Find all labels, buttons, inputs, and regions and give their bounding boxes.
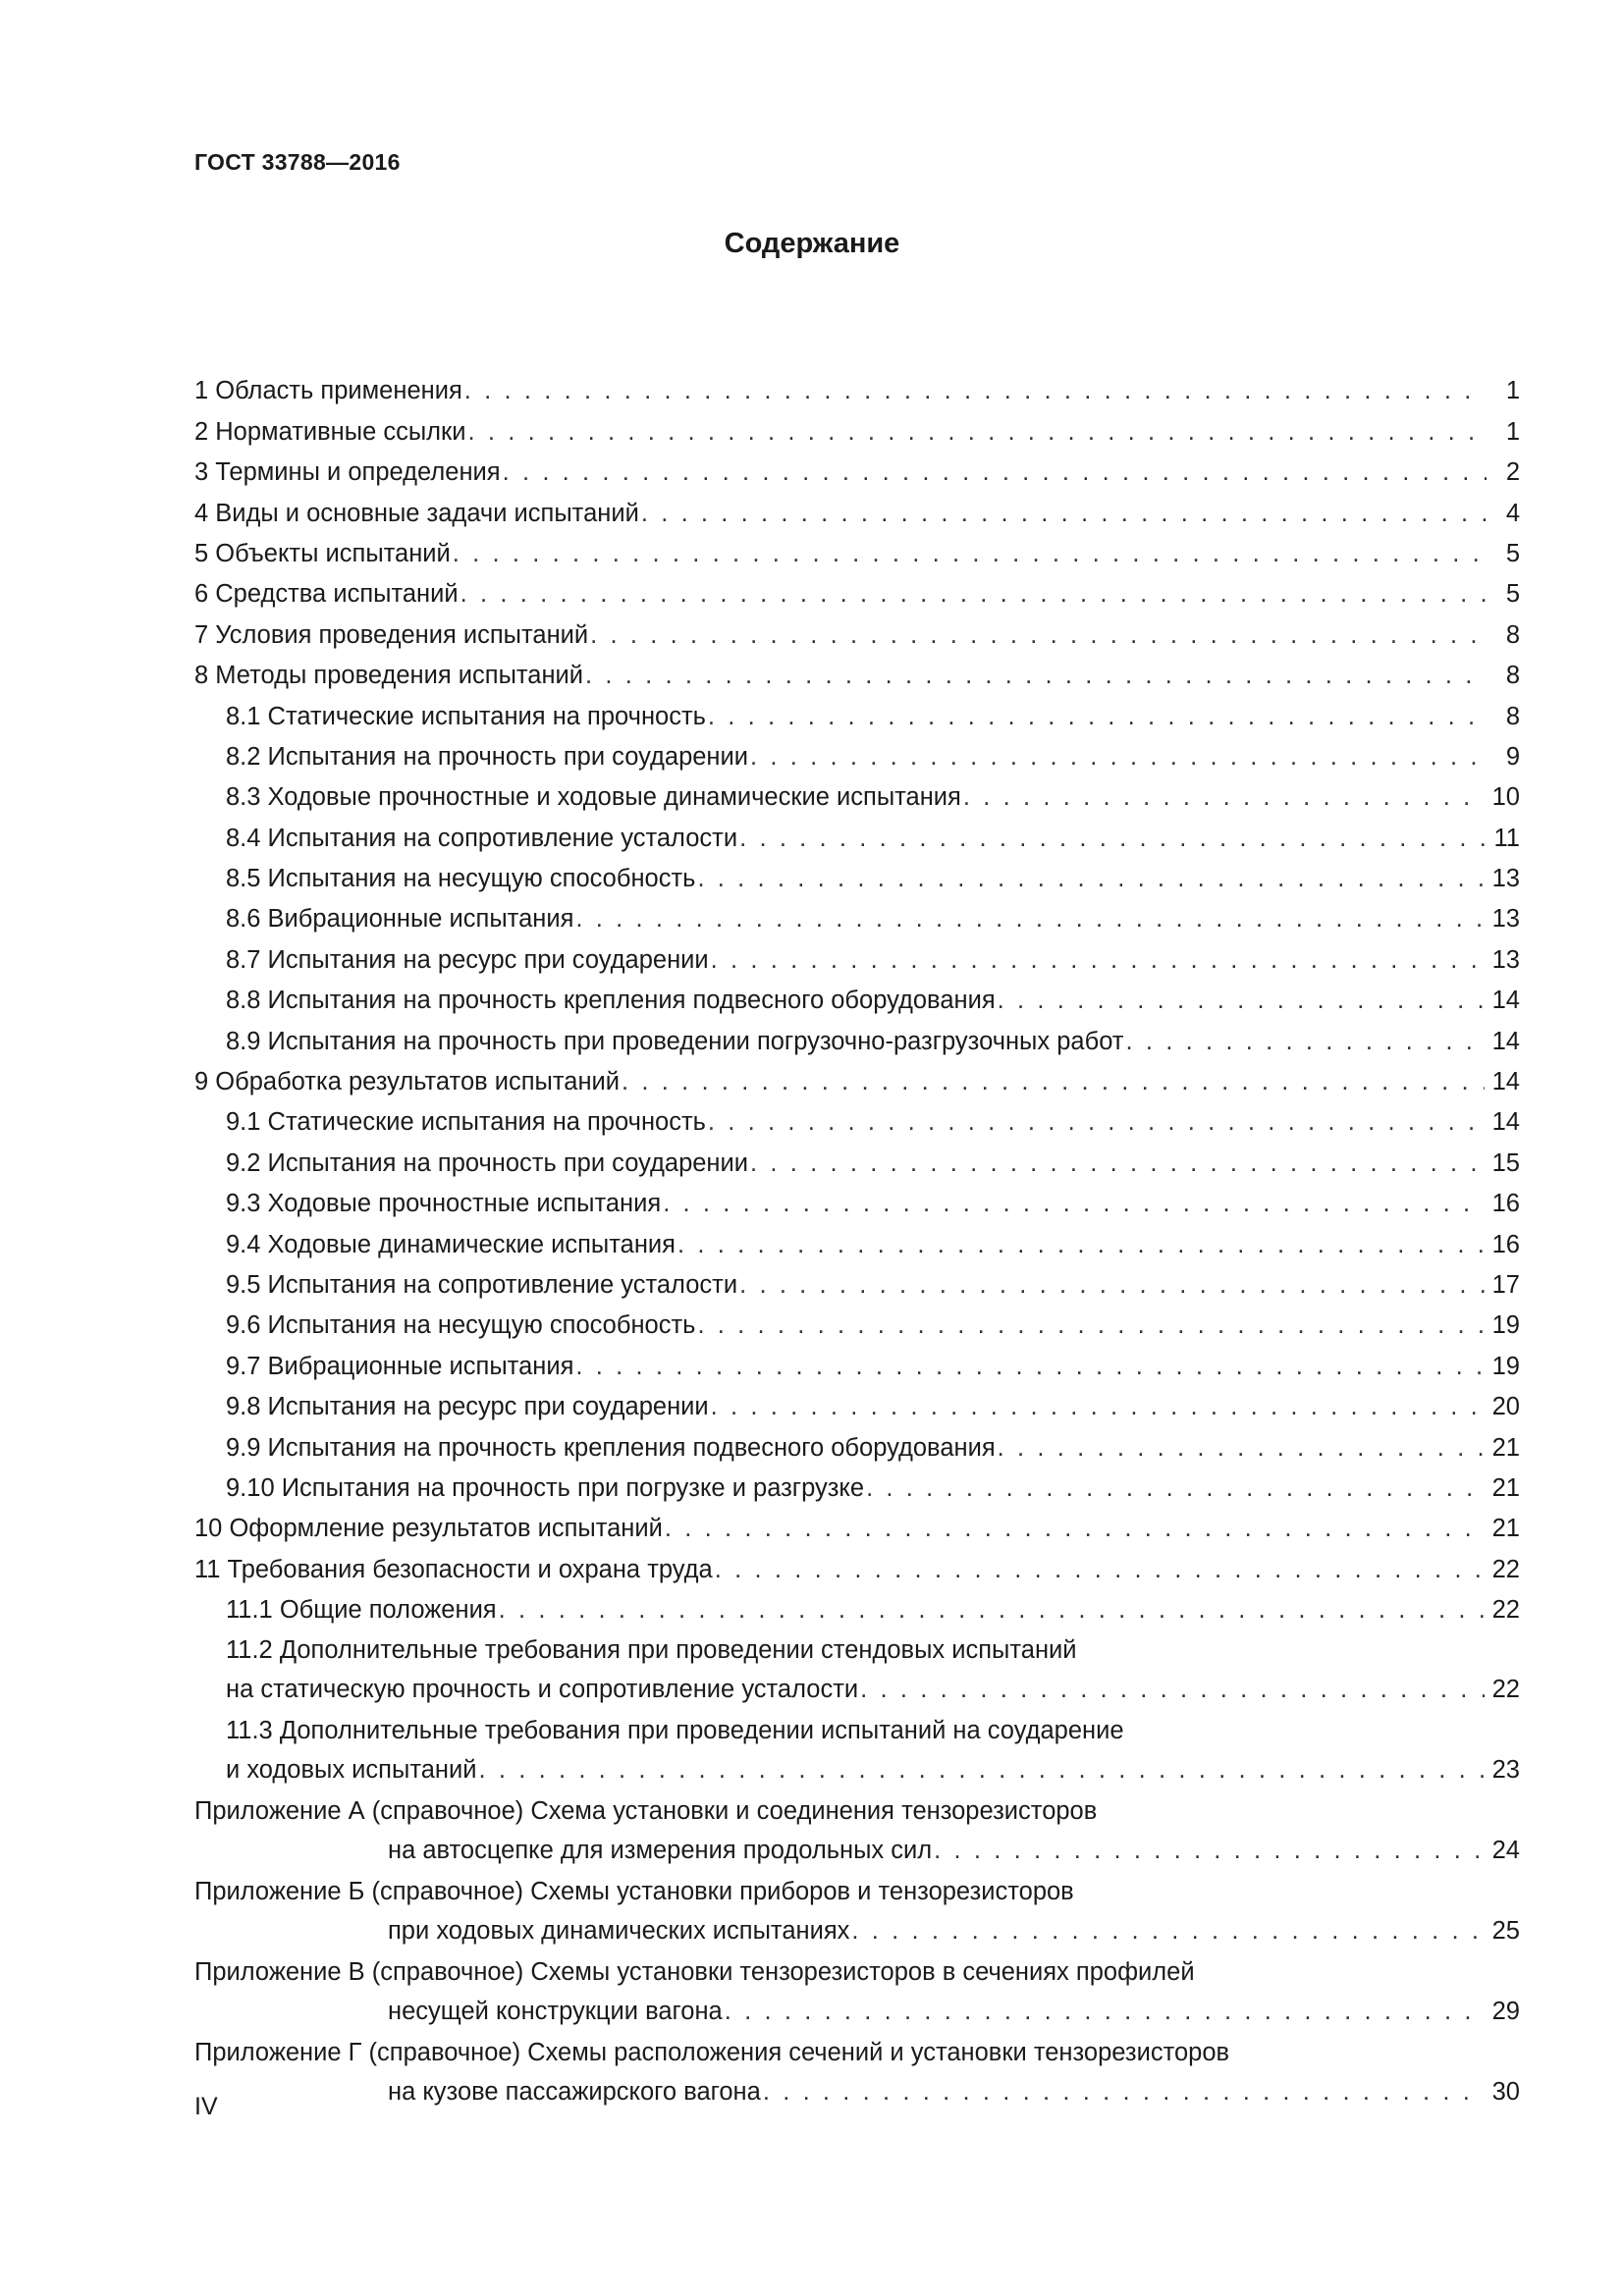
toc-entry-text: 9.7 Вибрационные испытания	[226, 1352, 574, 1380]
toc-entry-text: 4 Виды и основные задачи испытаний	[194, 499, 639, 527]
toc-entry-text: 6 Средства испытаний	[194, 580, 459, 609]
toc-entry-text: 8 Методы проведения испытаний	[194, 662, 584, 690]
toc-subentry[interactable]	[194, 1218, 1520, 1258]
toc-entry-text: 9.1 Статические испытания на прочность	[226, 1108, 706, 1137]
toc-entry[interactable]	[194, 1056, 1520, 1096]
toc-leader-dots	[708, 1107, 1485, 1137]
toc-page-number: 8	[1505, 662, 1520, 690]
toc-entry-text: 9.6 Испытания на несущую способность	[226, 1311, 696, 1340]
toc-entry-text: Приложение Г (справочное) Схемы расположения сечений и установки тензорезисторов	[194, 2039, 1230, 2067]
toc-leader-dots	[697, 864, 1484, 893]
toc-leader-dots	[725, 1996, 1485, 2027]
toc-leader-dots	[739, 824, 1486, 853]
toc-page-number: 10	[1491, 783, 1520, 812]
toc-appendix-entry[interactable]	[194, 1795, 1520, 1866]
toc-entry-text: 8.5 Испытания на несущую способность	[226, 865, 696, 893]
toc-page-number: 13	[1491, 905, 1520, 934]
toc-page-number: 24	[1491, 1837, 1520, 1865]
toc-entry-text: 7 Условия проведения испытаний	[194, 620, 589, 649]
toc-leader-dots	[750, 1148, 1485, 1178]
toc-subentry[interactable]	[194, 690, 1520, 730]
toc-entry-text: 9.3 Ходовые прочностные испытания	[226, 1190, 662, 1218]
toc-subentry[interactable]	[194, 893, 1520, 934]
toc-page-number: 16	[1491, 1230, 1520, 1258]
toc-leader-dots	[575, 1352, 1484, 1381]
toc-page-number: 29	[1491, 1998, 1520, 2026]
toc-entry[interactable]	[194, 609, 1520, 649]
toc-page-number: 30	[1491, 2078, 1520, 2107]
toc-appendix-entry[interactable]	[194, 1956, 1520, 2027]
toc-entry-text-continued: и ходовых испытаний	[226, 1756, 477, 1785]
toc-leader-dots	[460, 579, 1487, 609]
toc-leader-dots	[585, 661, 1487, 690]
toc-leader-dots	[860, 1674, 1485, 1705]
toc-subentry[interactable]	[194, 934, 1520, 974]
toc-subentry[interactable]	[194, 1340, 1520, 1380]
toc-page-number: 19	[1491, 1311, 1520, 1340]
toc-subentry[interactable]	[194, 1300, 1520, 1340]
toc-subentry-multiline[interactable]	[194, 1634, 1520, 1705]
toc-leader-dots	[464, 376, 1487, 405]
toc-entry-text: 8.9 Испытания на прочность при проведении погрузочно-разгрузочных работ	[226, 1027, 1124, 1055]
document-code: ГОСТ 33788—2016	[194, 149, 401, 175]
toc-entry[interactable]	[194, 487, 1520, 527]
toc-subentry[interactable]	[194, 975, 1520, 1015]
toc-entry-text: 8.2 Испытания на прочность при соударении	[226, 742, 749, 771]
toc-leader-dots	[663, 1189, 1484, 1218]
toc-entry-text: 8.1 Статические испытания на прочность	[226, 702, 706, 730]
toc-entry-text-continued: при ходовых динамических испытаниях	[388, 1917, 850, 1946]
toc-entry-text: 8.7 Испытания на ресурс при соударении	[226, 945, 709, 974]
toc-leader-dots	[963, 782, 1485, 812]
toc-page-number: 22	[1491, 1555, 1520, 1583]
toc-entry-text: 1 Область применения	[194, 377, 462, 405]
toc-entry-text: 11 Требования безопасности и охрана труда	[194, 1555, 713, 1583]
toc-leader-dots	[665, 1514, 1485, 1543]
toc-page-number: 19	[1491, 1352, 1520, 1380]
toc-leader-dots	[715, 1555, 1485, 1584]
toc-entry-text: 9.2 Испытания на прочность при соударении	[226, 1148, 749, 1177]
toc-page-number: 5	[1505, 580, 1520, 609]
toc-leader-dots	[998, 1433, 1485, 1463]
toc-entry-text-continued: на кузове пассажирского вагона	[388, 2078, 761, 2107]
toc-leader-dots	[750, 742, 1487, 772]
toc-leader-dots	[677, 1230, 1485, 1259]
toc-subentry[interactable]	[194, 731, 1520, 772]
toc-appendix-entry[interactable]	[194, 2037, 1520, 2108]
toc-page-number: 22	[1491, 1676, 1520, 1704]
toc-entry-text: 9.4 Ходовые динамические испытания	[226, 1230, 676, 1258]
toc-subentry[interactable]	[194, 1381, 1520, 1421]
toc-leader-dots	[453, 539, 1487, 568]
toc-entry[interactable]	[194, 1543, 1520, 1583]
toc-page-number: 22	[1491, 1596, 1520, 1625]
toc-entry[interactable]	[194, 650, 1520, 690]
toc-entry-text: 8.4 Испытания на сопротивление усталости	[226, 824, 738, 852]
toc-leader-dots	[499, 1595, 1485, 1625]
toc-subentry[interactable]	[194, 1421, 1520, 1462]
toc-entry-text: 9.5 Испытания на сопротивление усталости	[226, 1270, 738, 1299]
toc-subentry[interactable]	[194, 1178, 1520, 1218]
toc-page-number: 14	[1491, 987, 1520, 1015]
toc-page-number: 14	[1491, 1108, 1520, 1137]
toc-entry-text: 2 Нормативные ссылки	[194, 417, 466, 446]
toc-leader-dots	[711, 1392, 1485, 1421]
toc-entry-text: 8.8 Испытания на прочность крепления подвесного оборудования	[226, 987, 996, 1015]
toc-leader-dots	[866, 1473, 1485, 1503]
page-number-footer: IV	[194, 2093, 218, 2120]
toc-page-number: 23	[1491, 1756, 1520, 1785]
toc-page-number: 9	[1505, 742, 1520, 771]
toc-page-number: 13	[1491, 865, 1520, 893]
toc-entry-text-continued: на автосцепке для измерения продольных сил	[388, 1837, 933, 1865]
toc-page-number: 14	[1491, 1027, 1520, 1055]
toc-leader-dots	[1126, 1027, 1485, 1056]
toc-page-number: 4	[1505, 499, 1520, 527]
toc-entry[interactable]	[194, 1503, 1520, 1543]
toc-page-number: 14	[1491, 1068, 1520, 1096]
toc-leader-dots	[467, 417, 1487, 447]
toc-entry[interactable]	[194, 447, 1520, 487]
toc-page-number: 5	[1505, 539, 1520, 567]
toc-leader-dots	[641, 499, 1487, 528]
toc-subentry[interactable]	[194, 1259, 1520, 1300]
toc-subentry[interactable]	[194, 812, 1520, 852]
toc-leader-dots	[739, 1270, 1485, 1300]
toc-leader-dots	[697, 1310, 1484, 1340]
toc-leader-dots	[711, 945, 1485, 975]
toc-leader-dots	[763, 2076, 1485, 2108]
toc-page-number: 16	[1491, 1190, 1520, 1218]
toc-entry-text: 9.8 Испытания на ресурс при соударении	[226, 1393, 709, 1421]
toc-entry-text: 8.3 Ходовые прочностные и ходовые динамические испытания	[226, 783, 961, 812]
toc-entry-text-continued: на статическую прочность и сопротивление усталости	[226, 1676, 859, 1704]
toc-leader-dots	[590, 620, 1487, 650]
toc-subentry[interactable]	[194, 772, 1520, 812]
toc-entry[interactable]	[194, 365, 1520, 405]
page-title: Содержание	[724, 228, 900, 259]
toc-page-number: 21	[1491, 1433, 1520, 1462]
toc-subentry[interactable]	[194, 1096, 1520, 1137]
toc-subentry-multiline[interactable]	[194, 1715, 1520, 1786]
toc-entry-text: 8.6 Вибрационные испытания	[226, 905, 574, 934]
toc-entry-text: Приложение Б (справочное) Схемы установки приборов и тензорезисторов	[194, 1878, 1074, 1906]
toc-leader-dots	[622, 1067, 1485, 1096]
toc-page-number: 13	[1491, 945, 1520, 974]
toc-page-number: 25	[1491, 1917, 1520, 1946]
toc-entry[interactable]	[194, 528, 1520, 568]
toc-entry-text: Приложение В (справочное) Схемы установки тензорезисторов в сечениях профилей	[194, 1958, 1195, 1987]
toc-entry-text: 11.3 Дополнительные требования при проведении испытаний на соударение	[226, 1717, 1124, 1745]
toc-subentry[interactable]	[194, 853, 1520, 893]
toc-page-number: 8	[1505, 620, 1520, 649]
toc-leader-dots	[998, 986, 1485, 1015]
toc-entry-text: 9 Обработка результатов испытаний	[194, 1068, 621, 1096]
toc-entry-text: 5 Объекты испытаний	[194, 539, 451, 567]
toc-subentry[interactable]	[194, 1463, 1520, 1503]
toc-entry-text: Приложение А (справочное) Схема установки и соединения тензорезисторов	[194, 1797, 1098, 1826]
toc-page-number: 11	[1493, 824, 1520, 852]
table-of-contents	[194, 365, 1520, 2108]
toc-page-number: 21	[1491, 1473, 1520, 1502]
toc-appendix-entry[interactable]	[194, 1876, 1520, 1947]
toc-entry-text-continued: несущей конструкции вагона	[388, 1998, 723, 2026]
toc-entry-text: 9.9 Испытания на прочность крепления подвесного оборудования	[226, 1433, 996, 1462]
toc-leader-dots	[851, 1915, 1484, 1947]
toc-leader-dots	[575, 904, 1484, 934]
toc-entry-text: 9.10 Испытания на прочность при погрузке и разгрузке	[226, 1473, 865, 1502]
toc-entry-text: 11.2 Дополнительные требования при проведении стендовых испытаний	[226, 1636, 1077, 1665]
toc-leader-dots	[708, 702, 1487, 731]
toc-page-number: 2	[1505, 458, 1520, 487]
toc-entry-text: 10 Оформление результатов испытаний	[194, 1515, 663, 1543]
toc-entry-text: 11.1 Общие положения	[226, 1596, 497, 1625]
toc-subentry[interactable]	[194, 1015, 1520, 1055]
toc-leader-dots	[934, 1835, 1484, 1866]
toc-subentry[interactable]	[194, 1137, 1520, 1177]
toc-page-number: 8	[1505, 702, 1520, 730]
toc-page-number: 17	[1491, 1270, 1520, 1299]
toc-page-number: 1	[1505, 417, 1520, 446]
toc-entry-text: 3 Термины и определения	[194, 458, 501, 487]
toc-page-number: 15	[1491, 1148, 1520, 1177]
toc-page-number: 20	[1491, 1393, 1520, 1421]
toc-page-number: 21	[1491, 1515, 1520, 1543]
toc-entry[interactable]	[194, 568, 1520, 609]
toc-page-number: 1	[1505, 377, 1520, 405]
toc-entry[interactable]	[194, 405, 1520, 446]
toc-subentry[interactable]	[194, 1584, 1520, 1625]
toc-leader-dots	[503, 457, 1487, 487]
toc-leader-dots	[478, 1754, 1484, 1786]
